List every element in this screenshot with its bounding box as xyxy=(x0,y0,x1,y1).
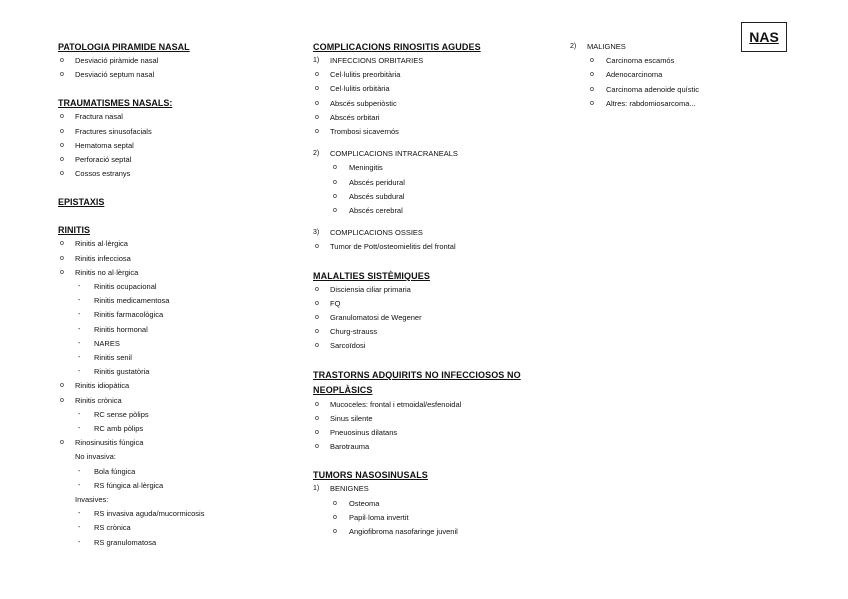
list-item-text: Barotrauma xyxy=(330,442,370,452)
list-item xyxy=(58,323,288,337)
bullet-icon: o xyxy=(60,240,64,248)
list-item xyxy=(570,40,740,54)
list-item xyxy=(313,511,553,525)
list-item-text: Cel·lulitis preorbitària xyxy=(330,70,401,80)
bullet-icon: o xyxy=(590,71,594,79)
list-item xyxy=(313,161,553,175)
list-item xyxy=(313,339,553,353)
list-item xyxy=(313,311,553,325)
list-item xyxy=(570,97,740,111)
list-item-text: Perforació septal xyxy=(75,155,132,165)
list-item-text: RC sense pòlips xyxy=(94,409,149,419)
bullet-icon: o xyxy=(333,513,337,521)
bullet-icon: o xyxy=(590,85,594,93)
bullet-icon: o xyxy=(60,382,64,390)
section-heading-complicacions-rinositis-agudes: COMPLICACIONS RINOSITIS AGUDES xyxy=(313,42,481,52)
list-number: 2) xyxy=(313,150,320,158)
list-item xyxy=(313,204,553,218)
list-item-text: Adenocarcinoma xyxy=(606,70,663,80)
list-item-text: MALIGNES xyxy=(587,42,626,51)
list-item-text: Sinus silente xyxy=(330,413,373,423)
list-item xyxy=(58,351,288,365)
list-item-text: Rinitis gustatòria xyxy=(94,367,150,377)
list-item-text: RC amb pòlips xyxy=(94,424,144,434)
list-item-text: Osteoma xyxy=(349,498,380,508)
section-heading-patologia-piramide-nasal: PATOLOGIA PIRAMIDE NASAL xyxy=(58,42,190,52)
bullet-icon: o xyxy=(590,99,594,107)
bullet-icon: o xyxy=(333,192,337,200)
list-item xyxy=(313,482,553,496)
list-item-text: Rinitis no al·lèrgica xyxy=(75,267,139,277)
list-item xyxy=(313,68,553,82)
bullet-icon: o xyxy=(315,71,319,79)
list-item xyxy=(313,190,553,204)
column-right xyxy=(570,40,740,111)
list-item-text: Fractures sinusofacials xyxy=(75,126,152,136)
list-item-text: Mucoceles: frontal i etmoidal/esfenoidal xyxy=(330,399,462,409)
bullet-icon: - xyxy=(78,354,81,362)
list-item-text: Rinitis hormonal xyxy=(94,324,148,334)
bullet-icon: - xyxy=(78,297,81,305)
list-item-text: Carcinoma escamós xyxy=(606,56,675,66)
list-item-text: RS fúngica al·lèrgica xyxy=(94,480,164,490)
list-item xyxy=(58,337,288,351)
list-item xyxy=(58,536,288,550)
section-heading-trastorns-adquirits-no-infecciosos-no-neoplasics: TRASTORNS ADQUIRITS NO INFECCIOSOS NO NEOPLÀSICS xyxy=(313,369,521,395)
list-item-text: COMPLICACIONS INTRACRANEALS xyxy=(330,149,458,159)
list-item-text: Tumor de Pott/osteomielitis del frontal xyxy=(330,242,456,252)
bullet-icon: o xyxy=(60,268,64,276)
list-item-text: Cel·lulitis orbitària xyxy=(330,84,390,94)
bullet-icon: o xyxy=(315,443,319,451)
list-item-text: Rinitis ocupacional xyxy=(94,282,157,292)
list-item-text: Carcinoma adenoide quístic xyxy=(606,84,699,94)
list-item-text: Granulomatosi de Wegener xyxy=(330,313,422,323)
list-item xyxy=(313,525,553,539)
bullet-icon: o xyxy=(60,254,64,262)
list-item-text: INFECCIONS ORBITARIES xyxy=(330,56,424,65)
list-item xyxy=(313,111,553,125)
list-item xyxy=(313,176,553,190)
list-item xyxy=(58,436,288,450)
list-item xyxy=(58,521,288,535)
list-item xyxy=(313,147,553,161)
list-item-text: No invasiva: xyxy=(75,452,116,462)
bullet-icon: o xyxy=(315,400,319,408)
column-middle xyxy=(313,40,553,539)
bullet-icon: o xyxy=(333,528,337,536)
bullet-icon: - xyxy=(78,410,81,418)
title-box xyxy=(741,22,787,52)
list-item-text: Fractura nasal xyxy=(75,112,123,122)
bullet-icon: - xyxy=(78,510,81,518)
bullet-icon: o xyxy=(315,328,319,336)
list-item-text: Rinitis al·lèrgica xyxy=(75,239,128,249)
section-heading-epistaxis: EPISTAXIS xyxy=(58,197,105,208)
list-item-text: Desviació piràmide nasal xyxy=(75,56,159,65)
list-item-text: Abscés subdural xyxy=(349,191,405,201)
bullet-icon: o xyxy=(60,113,64,121)
list-item xyxy=(58,294,288,308)
list-item-text: FQ xyxy=(330,298,341,308)
list-item xyxy=(570,83,740,97)
list-item xyxy=(58,139,288,153)
list-item-text: Papil·loma invertit xyxy=(349,512,409,522)
list-item xyxy=(58,54,288,68)
list-item xyxy=(58,280,288,294)
list-item xyxy=(313,240,553,254)
bullet-icon: o xyxy=(333,178,337,186)
list-item-text: COMPLICACIONS OSSIES xyxy=(330,228,423,238)
list-item xyxy=(58,68,288,82)
list-item xyxy=(313,412,553,426)
bullet-icon: o xyxy=(60,127,64,135)
bullet-icon: o xyxy=(333,499,337,507)
list-item xyxy=(58,237,288,251)
bullet-icon: - xyxy=(78,524,81,532)
bullet-icon: o xyxy=(60,439,64,447)
list-item-text: Bola fúngica xyxy=(94,466,136,476)
list-item-text: Abscés peridural xyxy=(349,177,405,187)
list-item xyxy=(313,325,553,339)
bullet-icon: o xyxy=(60,170,64,178)
list-item-text: Angiofibroma nasofaringe juvenil xyxy=(349,527,458,537)
list-item xyxy=(570,68,740,82)
list-item-text: Altres: rabdomiosarcoma... xyxy=(606,98,696,108)
list-item xyxy=(313,54,553,68)
bullet-icon: - xyxy=(78,311,81,319)
list-item-text: Churg-strauss xyxy=(330,327,378,337)
bullet-icon: o xyxy=(333,207,337,215)
list-item xyxy=(313,82,553,96)
list-item xyxy=(58,125,288,139)
list-number: 1) xyxy=(313,485,320,493)
list-item-text: Rinitis infecciosa xyxy=(75,253,131,263)
list-item-text: Cossos estranys xyxy=(75,169,131,179)
list-item-text: Meningitis xyxy=(349,163,383,173)
page-title: NAS xyxy=(749,29,779,45)
bullet-icon: o xyxy=(60,57,64,64)
bullet-icon: o xyxy=(315,128,319,136)
list-number: 2) xyxy=(570,43,577,50)
list-item xyxy=(58,365,288,379)
list-item xyxy=(313,440,553,454)
list-item xyxy=(570,54,740,68)
list-item-text: Abscés orbitari xyxy=(330,112,380,122)
bullet-icon: o xyxy=(60,396,64,404)
list-item xyxy=(58,465,288,479)
list-item-text: Rinitis crònica xyxy=(75,395,122,405)
list-item xyxy=(313,97,553,111)
list-item xyxy=(58,167,288,181)
bullet-icon: o xyxy=(315,243,319,251)
section-heading-tumors-nasosinusals: TUMORS NASOSINUSALS xyxy=(313,470,428,481)
bullet-icon: o xyxy=(315,314,319,322)
list-item-text: Abscés cerebral xyxy=(349,206,403,216)
list-item xyxy=(58,266,288,280)
bullet-icon: o xyxy=(315,113,319,121)
list-item xyxy=(313,283,553,297)
bullet-icon: - xyxy=(78,325,81,333)
bullet-icon: - xyxy=(78,467,81,475)
bullet-icon: o xyxy=(315,99,319,107)
list-item xyxy=(58,493,288,507)
bullet-icon: o xyxy=(315,414,319,422)
list-item-text: RS invasiva aguda/mucormicosis xyxy=(94,509,205,519)
bullet-icon: - xyxy=(78,283,81,291)
bullet-icon: o xyxy=(315,285,319,293)
list-number: 3) xyxy=(313,229,320,237)
list-item xyxy=(58,450,288,464)
section-heading-rinitis: RINITIS xyxy=(58,225,91,236)
bullet-icon: - xyxy=(78,425,81,433)
list-item-text: Desviació septum nasal xyxy=(75,70,155,80)
list-item-text: Abscés subperiòstic xyxy=(330,98,397,108)
list-item-text: Rinitis senil xyxy=(94,353,132,363)
bullet-icon: o xyxy=(315,85,319,93)
bullet-icon: - xyxy=(78,339,81,347)
list-item-text: Trombosi sicavernós xyxy=(330,127,399,137)
bullet-icon: - xyxy=(78,538,81,546)
list-item xyxy=(313,226,553,240)
list-item-text: RS granulomatosa xyxy=(94,537,157,547)
list-item xyxy=(313,398,553,412)
list-item-text: Sarcoïdosi xyxy=(330,341,366,351)
section-heading-malalties-sistemiques: MALALTIES SISTÈMIQUES xyxy=(313,270,430,281)
list-item xyxy=(58,408,288,422)
bullet-icon: o xyxy=(315,342,319,350)
list-item xyxy=(58,422,288,436)
bullet-icon: - xyxy=(78,368,81,376)
list-item-text: Rinitis farmacològica xyxy=(94,310,164,320)
list-item xyxy=(58,507,288,521)
section-heading-traumatismes-nasals: TRAUMATISMES NASALS: xyxy=(58,98,173,109)
list-item-text: RS crònica xyxy=(94,523,131,533)
list-item-text: Invasives: xyxy=(75,495,109,505)
list-item xyxy=(58,110,288,124)
list-item xyxy=(58,252,288,266)
bullet-icon: o xyxy=(315,299,319,307)
list-item-text: Rinitis medicamentosa xyxy=(94,296,170,306)
list-item xyxy=(58,394,288,408)
bullet-icon: o xyxy=(590,57,594,65)
list-number: 1) xyxy=(313,57,320,64)
bullet-icon: o xyxy=(60,71,64,79)
list-item xyxy=(58,479,288,493)
bullet-icon: o xyxy=(315,429,319,437)
list-item-text: BENIGNES xyxy=(330,484,369,494)
list-item-text: Disciensia ciliar primaria xyxy=(330,284,411,294)
list-item-text: Rinosinusitis fúngica xyxy=(75,438,144,448)
list-item xyxy=(58,379,288,393)
bullet-icon: o xyxy=(60,141,64,149)
list-item xyxy=(313,125,553,139)
list-item xyxy=(58,153,288,167)
bullet-icon: o xyxy=(333,164,337,172)
list-item-text: NARES xyxy=(94,338,120,348)
list-item-text: Hematoma septal xyxy=(75,140,134,150)
list-item xyxy=(58,308,288,322)
list-item-text: Pneuosinus dilatans xyxy=(330,428,398,438)
column-left xyxy=(58,40,288,550)
list-item-text: Rinitis idiopàtica xyxy=(75,381,130,391)
list-item xyxy=(313,297,553,311)
list-item xyxy=(313,497,553,511)
bullet-icon: - xyxy=(78,481,81,489)
bullet-icon: o xyxy=(60,156,64,164)
list-item xyxy=(313,426,553,440)
